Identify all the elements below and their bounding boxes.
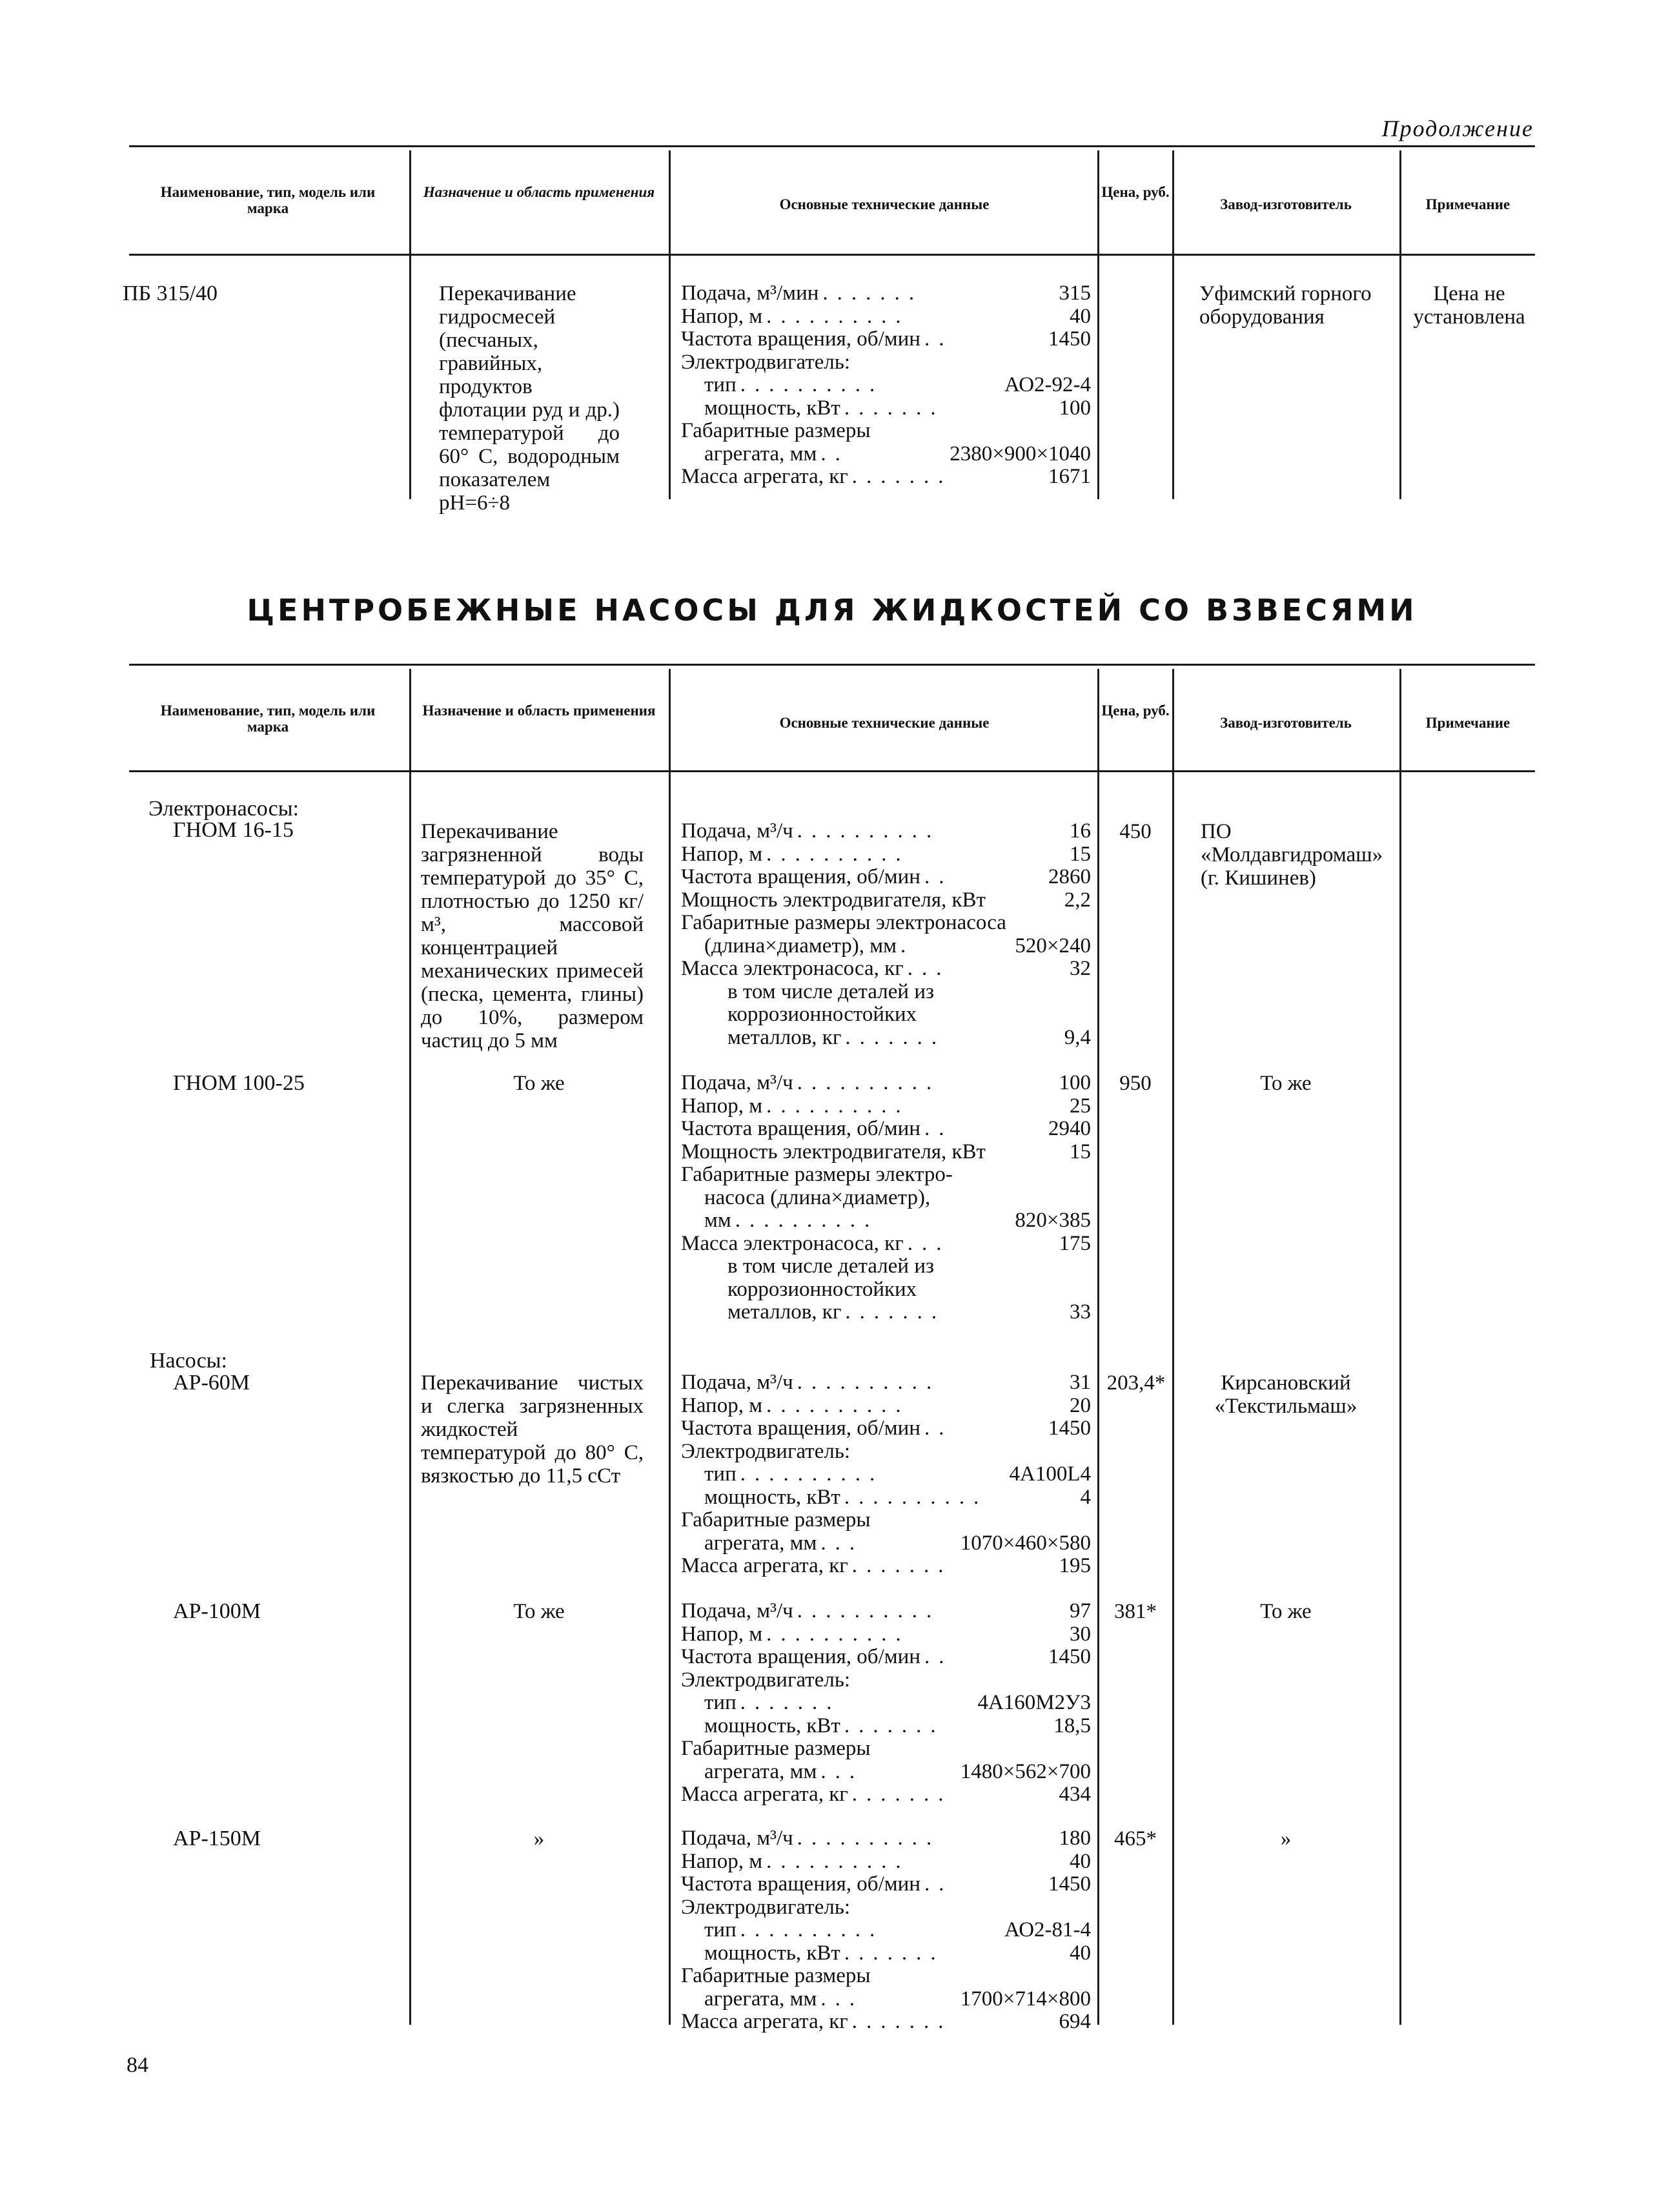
spec-line: тип .......... АО2-81-4 — [704, 1918, 1091, 1941]
spec-line: Напор, м .......... 20 — [681, 1393, 1091, 1417]
spec-line: агрегата, мм ... 1700×714×800 — [704, 1987, 1091, 2011]
row-purpose: То же — [513, 1600, 565, 1623]
continuation-label: Продолжение — [1381, 116, 1534, 141]
table1-divider — [669, 150, 671, 499]
row-maker: То же — [1260, 1600, 1312, 1623]
table2-divider — [1097, 669, 1099, 2025]
header-name: Наименование, тип, модель или марка — [160, 702, 376, 735]
group-label-electropumps: Электронасосы: — [148, 797, 300, 821]
spec-line: Подача, м³/ч .......... 31 — [681, 1371, 1091, 1394]
spec-line: мощность, кВт ....... 40 — [704, 1941, 1091, 1965]
row-purpose: Перекачивание гидросмесей (песчаных, гравийных, продуктов флотации руд и др.) температурой до 60° C, водородным показателем pH=6÷8 — [439, 282, 620, 515]
spec-line: агрегата, мм .. 2380×900×1040 — [704, 442, 1091, 466]
spec-line: коррозионностойких — [727, 1003, 917, 1026]
row-price: 950 — [1119, 1072, 1152, 1095]
spec-line: Габаритные размеры — [681, 1737, 871, 1760]
spec-line: коррозионностойких — [727, 1277, 917, 1301]
row-specs — [681, 1371, 1091, 1578]
spec-line: Подача, м³/мин ....... 315 — [681, 282, 1091, 305]
spec-line: Подача, м³/ч .......... 100 — [681, 1071, 1091, 1094]
header-price: Цена, руб. — [1101, 702, 1170, 719]
spec-line: Частота вращения, об/мин .. 1450 — [681, 1417, 1091, 1440]
spec-line: Габаритные размеры — [681, 1508, 871, 1531]
row-purpose: То же — [513, 1072, 565, 1095]
row-note: Цена не установлена — [1413, 282, 1525, 329]
spec-line: в том числе деталей из — [727, 1254, 935, 1278]
row-name: АР-60М — [173, 1371, 250, 1395]
group-label-pumps: Насосы: — [150, 1349, 227, 1373]
spec-line: Габаритные размеры — [681, 1964, 871, 1987]
spec-line: Электродвигатель: — [681, 1439, 851, 1463]
spec-line: Подача, м³/ч .......... 97 — [681, 1599, 1091, 1623]
table2-divider — [1399, 669, 1401, 2025]
spec-line: Напор, м .......... 25 — [681, 1094, 1091, 1118]
spec-line: агрегата, мм ... 1070×460×580 — [704, 1531, 1091, 1555]
row-maker: Уфимский горного оборудования — [1199, 282, 1372, 329]
row-maker: То же — [1260, 1072, 1312, 1095]
table1-header-rule — [129, 254, 1535, 256]
row-price: 203,4* — [1106, 1371, 1166, 1395]
spec-line: мощность, кВт ....... 100 — [704, 396, 1091, 420]
spec-line: Напор, м .......... 30 — [681, 1622, 1091, 1646]
spec-line: Масса агрегата, кг ....... 694 — [681, 2010, 1091, 2033]
header-note: Примечание — [1425, 715, 1510, 731]
row-purpose: Перекачивание чистых и слегка загрязненных жидкостей температурой до 80° C, вязкостью до 11,5 сСт — [421, 1371, 644, 1488]
section-title: ЦЕНТРОБЕЖНЫЕ НАСОСЫ ДЛЯ ЖИДКОСТЕЙ СО ВЗВЕСЯМИ — [247, 593, 1418, 628]
row-price: 465* — [1114, 1827, 1157, 1850]
spec-line: насоса (длина×диаметр), — [704, 1185, 931, 1209]
table2-divider — [409, 669, 411, 2025]
spec-line: Частота вращения, об/мин .. 2940 — [681, 1117, 1091, 1140]
spec-line: Габаритные размеры электро- — [681, 1163, 953, 1186]
spec-line: Мощность электродвигателя, кВт 15 — [681, 1140, 1091, 1163]
spec-line: Масса электронасоса, кг ... 175 — [681, 1231, 1091, 1255]
spec-line: Подача, м³/ч .......... 180 — [681, 1827, 1091, 1850]
table1-divider — [1097, 150, 1099, 499]
spec-line: Масса агрегата, кг ....... 1671 — [681, 465, 1091, 488]
header-specs: Основные технические данные — [779, 715, 990, 731]
row-maker: ПО «Молдавгидромаш» (г. Кишинев) — [1201, 820, 1383, 890]
spec-line: в том числе деталей из — [727, 979, 935, 1003]
spec-line: Электродвигатель: — [681, 1895, 851, 1919]
row-specs — [681, 1072, 1091, 1324]
spec-line: Частота вращения, об/мин .. 2860 — [681, 865, 1091, 888]
spec-line: Габаритные размеры электронасоса — [681, 911, 1006, 934]
spec-line: Частота вращения, об/мин .. 1450 — [681, 1872, 1091, 1896]
header-specs: Основные технические данные — [779, 196, 990, 212]
spec-line: тип ....... 4А160М2У3 — [704, 1691, 1091, 1714]
header-price: Цена, руб. — [1101, 184, 1170, 200]
spec-line: мощность, кВт .......... 4 — [704, 1485, 1091, 1509]
spec-line: металлов, кг ....... 33 — [727, 1300, 1091, 1324]
spec-line: Подача, м³/ч .......... 16 — [681, 819, 1091, 843]
table1-top-rule — [129, 145, 1535, 147]
spec-line: (длина×диаметр), мм . 520×240 — [704, 934, 1091, 958]
header-maker: Завод-изготовитель — [1220, 196, 1352, 212]
table1-divider — [1399, 150, 1401, 499]
row-specs — [681, 282, 1091, 489]
header-note: Примечание — [1425, 196, 1510, 212]
table2-top-rule — [129, 664, 1535, 666]
spec-line: Электродвигатель: — [681, 1668, 851, 1692]
spec-line: Частота вращения, об/мин .. 1450 — [681, 1645, 1091, 1668]
row-maker: » — [1280, 1827, 1292, 1850]
row-purpose: Перекачивание загрязненной воды температурой до 35° C, плотностью до 1250 кг/м³, массовой концентрацией механических примесей (песка, цемента, глины) до 10%, размером частиц до 5 мм — [421, 820, 644, 1052]
row-name: ПБ 315/40 — [123, 282, 218, 305]
row-specs — [681, 1600, 1091, 1807]
row-purpose: » — [533, 1827, 545, 1850]
row-name: АР-150М — [173, 1827, 261, 1850]
row-specs — [681, 1827, 1091, 2034]
row-price: 450 — [1119, 820, 1152, 843]
spec-line: Мощность электродвигателя, кВт 2,2 — [681, 888, 1091, 912]
table2-divider — [669, 669, 671, 2025]
spec-line: Масса агрегата, кг ....... 195 — [681, 1554, 1091, 1577]
spec-line: Масса электронасоса, кг ... 32 — [681, 957, 1091, 980]
row-maker: Кирсановский «Текстильмаш» — [1214, 1371, 1357, 1418]
spec-line: Напор, м .......... 15 — [681, 842, 1091, 866]
table2-header-rule — [129, 770, 1535, 772]
spec-line: Напор, м .......... 40 — [681, 1849, 1091, 1873]
spec-line: Электродвигатель: — [681, 350, 851, 374]
row-name: ГНОМ 100-25 — [173, 1071, 305, 1095]
row-name: АР-100М — [173, 1599, 261, 1623]
spec-line: агрегата, мм ... 1480×562×700 — [704, 1759, 1091, 1783]
spec-line: мощность, кВт ....... 18,5 — [704, 1714, 1091, 1737]
header-name: Наименование, тип, модель или марка — [160, 184, 376, 216]
header-purpose: Назначение и область применения — [423, 184, 655, 200]
header-purpose: Назначение и область применения — [422, 702, 656, 719]
row-name: ГНОМ 16-15 — [173, 818, 294, 842]
page-number: 84 — [127, 2053, 148, 2077]
spec-line: Габаритные размеры — [681, 419, 871, 442]
spec-line: Масса агрегата, кг ....... 434 — [681, 1783, 1091, 1806]
row-price: 381* — [1114, 1600, 1157, 1623]
table1-divider — [1172, 150, 1174, 499]
header-maker: Завод-изготовитель — [1220, 715, 1352, 731]
table1-divider — [409, 150, 411, 499]
spec-line: тип .......... АО2-92-4 — [704, 373, 1091, 396]
spec-line: мм .......... 820×385 — [704, 1209, 1091, 1232]
spec-line: Частота вращения, об/мин .. 1450 — [681, 327, 1091, 351]
row-specs — [681, 820, 1091, 1049]
spec-line: металлов, кг ....... 9,4 — [727, 1025, 1091, 1049]
spec-line: Напор, м .......... 40 — [681, 304, 1091, 328]
table2-divider — [1172, 669, 1174, 2025]
spec-line: тип .......... 4А100L4 — [704, 1462, 1091, 1486]
